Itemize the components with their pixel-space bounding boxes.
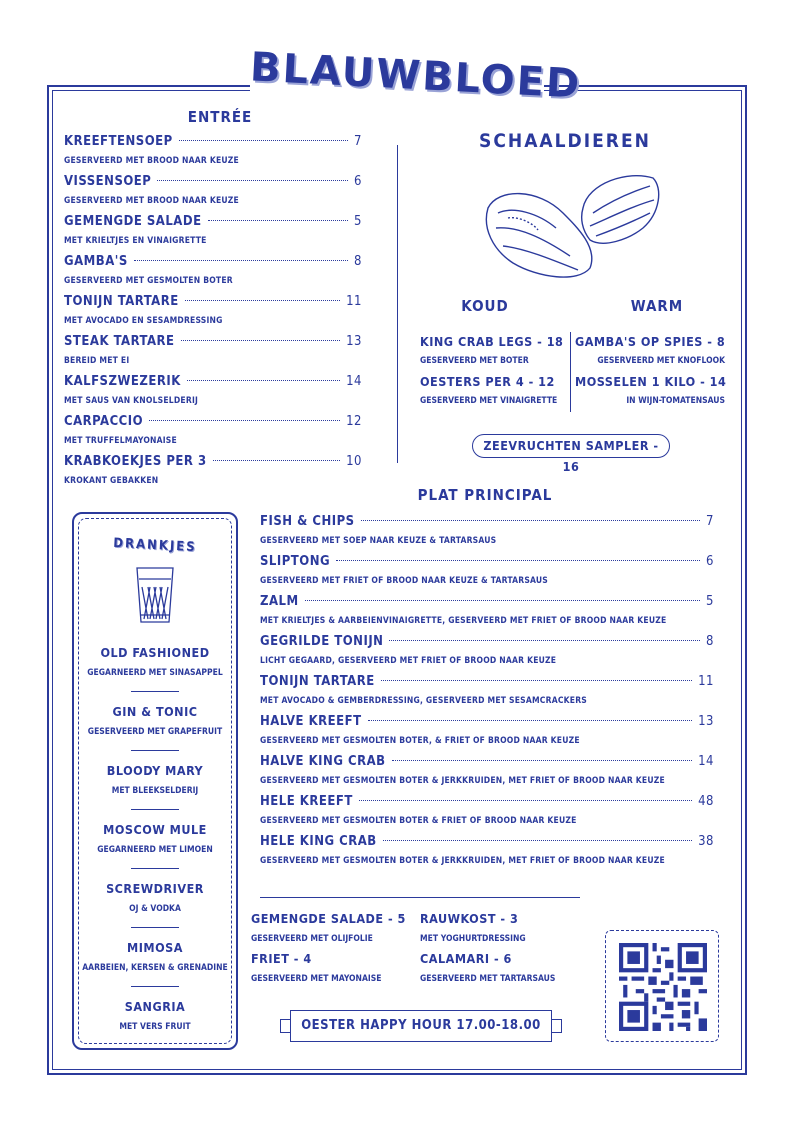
koud-item-desc: GESERVEERD MET BOTER <box>420 356 529 366</box>
side-item-name: CALAMARI - 6 <box>420 951 512 966</box>
plat-item-name: HELE KREEFT <box>260 794 353 809</box>
drink-separator <box>131 927 179 928</box>
side-item-name: FRIET - 4 <box>251 951 312 966</box>
dot-leader <box>361 520 700 521</box>
entree-item-name: STEAK TARTARE <box>64 334 175 349</box>
entree-item-price: 14 <box>346 374 362 389</box>
warm-item-desc: IN WIJN-TOMATENSAUS <box>626 396 725 406</box>
plat-item-desc: GESERVEERD MET GESMOLTEN BOTER, & FRIET OF BROOD NAAR KEUZE <box>260 736 580 746</box>
plat-item <box>260 754 714 769</box>
drink-name: OLD FASHIONED <box>100 645 210 660</box>
dot-leader <box>149 420 340 421</box>
entree-item-name: CARPACCIO <box>64 414 144 429</box>
drink-separator <box>131 868 179 869</box>
side-item-desc: GESERVEERD MET OLIJFOLIE <box>251 934 373 944</box>
plat-item-desc: MET KRIELTJES & AARBEIENVINAIGRETTE, GESERVEERD MET FRIET OF BROOD NAAR KEUZE <box>260 616 667 626</box>
dot-leader <box>368 720 692 721</box>
entree-item-price: 11 <box>346 294 362 309</box>
plat-item-desc: GESERVEERD MET SOEP NAAR KEUZE & TARTARSAUS <box>260 536 497 546</box>
plat-item-price: 5 <box>706 594 714 609</box>
entree-item-price: 5 <box>354 214 362 229</box>
side-item-name: RAUWKOST - 3 <box>420 911 519 926</box>
side-item-name: GEMENGDE SALADE - 5 <box>251 911 406 926</box>
dot-leader <box>381 680 692 681</box>
plat-item-name: TONIJN TARTARE <box>260 674 375 689</box>
banner-left-tab <box>280 1019 290 1033</box>
entree-item-name: KREEFTENSOEP <box>64 134 173 149</box>
dot-leader <box>157 180 348 181</box>
entree-item <box>64 454 362 469</box>
koud-heading: KOUD <box>461 297 509 315</box>
koud-warm-divider <box>570 332 571 412</box>
plat-item-name: FISH & CHIPS <box>260 514 355 529</box>
dot-leader <box>179 140 348 141</box>
entree-item-desc: KROKANT GEBAKKEN <box>64 476 159 486</box>
plat-item <box>260 594 714 609</box>
plat-item-name: GEGRILDE TONIJN <box>260 634 384 649</box>
koud-item-name: OESTERS PER 4 - 12 <box>420 374 555 389</box>
dot-leader <box>187 380 340 381</box>
plat-item-name: SLIPTONG <box>260 554 331 569</box>
entree-item <box>64 174 362 189</box>
drink-desc: OJ & VODKA <box>129 904 181 914</box>
plat-item-desc: LICHT GEGAARD, GESERVEERD MET FRIET OF BROOD NAAR KEUZE <box>260 656 557 666</box>
sides-divider <box>260 897 580 898</box>
entree-item-desc: BEREID MET EI <box>64 356 130 366</box>
entree-item-name: GAMBA'S <box>64 254 128 269</box>
entree-item-price: 6 <box>354 174 362 189</box>
entree-item-price: 8 <box>354 254 362 269</box>
plat-item-desc: GESERVEERD MET GESMOLTEN BOTER & JERKKRUIDEN, MET FRIET OF BROOD NAAR KEUZE <box>260 776 665 786</box>
restaurant-title: BLAUWBLOED <box>248 44 583 108</box>
entree-item-price: 7 <box>354 134 362 149</box>
banner-right-tab <box>552 1019 562 1033</box>
drink-name: GIN & TONIC <box>112 704 198 719</box>
plat-item <box>260 554 714 569</box>
drink-desc: GEGARNEERD MET LIMOEN <box>97 845 213 855</box>
drink-separator <box>131 691 179 692</box>
plat-item <box>260 674 714 689</box>
plat-item-price: 11 <box>698 674 714 689</box>
qr-code[interactable] <box>619 943 707 1031</box>
plat-item-price: 48 <box>698 794 714 809</box>
dot-leader <box>392 760 693 761</box>
entree-item-desc: MET TRUFFELMAYONAISE <box>64 436 177 446</box>
oyster-illustration <box>478 168 668 288</box>
entree-divider <box>397 145 398 463</box>
drink-name: SANGRIA <box>124 999 186 1014</box>
plat-item-price: 14 <box>698 754 714 769</box>
plat-item-name: HELE KING CRAB <box>260 834 377 849</box>
plat-item-desc: GESERVEERD MET GESMOLTEN BOTER & FRIET OF BROOD NAAR KEUZE <box>260 816 577 826</box>
entree-item-desc: MET AVOCADO EN SESAMDRESSING <box>64 316 223 326</box>
warm-heading: WARM <box>630 297 684 315</box>
entree-item-price: 10 <box>346 454 362 469</box>
drink-desc: AARBEIEN, KERSEN & GRENADINE <box>82 963 228 973</box>
warm-item-desc: GESERVEERD MET KNOFLOOK <box>597 356 725 366</box>
warm-item-name: GAMBA'S OP SPIES - 8 <box>575 334 726 349</box>
drink-separator <box>131 986 179 987</box>
entree-item <box>64 294 362 309</box>
plat-item-name: HALVE KREEFT <box>260 714 362 729</box>
dot-leader <box>359 800 692 801</box>
entree-heading: ENTRÉE <box>187 108 253 126</box>
cocktail-glass-icon <box>134 565 176 627</box>
entree-item-price: 13 <box>346 334 362 349</box>
drink-desc: GEGARNEERD MET SINASAPPEL <box>87 668 223 678</box>
entree-item-desc: MET KRIELTJES EN VINAIGRETTE <box>64 236 207 246</box>
side-item-desc: MET YOGHURTDRESSING <box>420 934 526 944</box>
plat-item <box>260 634 714 649</box>
plat-heading: PLAT PRINCIPAL <box>417 486 553 504</box>
entree-item <box>64 414 362 429</box>
plat-item-price: 8 <box>706 634 714 649</box>
dot-leader <box>208 220 348 221</box>
warm-item-name: MOSSELEN 1 KILO - 14 <box>575 374 727 389</box>
entree-item-desc: GESERVEERD MET GESMOLTEN BOTER <box>64 276 233 286</box>
drink-name: BLOODY MARY <box>106 763 204 778</box>
entree-item-desc: GESERVEERD MET BROOD NAAR KEUZE <box>64 156 239 166</box>
koud-item-name: KING CRAB LEGS - 18 <box>420 334 564 349</box>
koud-item-desc: GESERVEERD MET VINAIGRETTE <box>420 396 558 406</box>
dot-leader <box>336 560 700 561</box>
entree-item-name: KALFSZWEZERIK <box>64 374 181 389</box>
drink-name: SCREWDRIVER <box>106 881 204 896</box>
entree-item <box>64 374 362 389</box>
dot-leader <box>213 460 340 461</box>
plat-item-name: HALVE KING CRAB <box>260 754 386 769</box>
drink-desc: MET VERS FRUIT <box>119 1022 191 1032</box>
plat-item-desc: GESERVEERD MET FRIET OF BROOD NAAR KEUZE & TARTARSAUS <box>260 576 549 586</box>
drink-separator <box>131 750 179 751</box>
plat-item-price: 38 <box>698 834 714 849</box>
drink-desc: MET BLEEKSELDERIJ <box>111 786 199 796</box>
plat-item <box>260 714 714 729</box>
dot-leader <box>305 600 700 601</box>
entree-item-desc: MET SAUS VAN KNOLSELDERIJ <box>64 396 199 406</box>
dot-leader <box>181 340 341 341</box>
entree-item <box>64 214 362 229</box>
entree-item-price: 12 <box>346 414 362 429</box>
plat-item-desc: MET AVOCADO & GEMBERDRESSING, GESERVEERD MET SESAMCRACKERS <box>260 696 587 706</box>
entree-item <box>64 334 362 349</box>
drink-name: MIMOSA <box>127 940 183 955</box>
happy-hour-banner: OESTER HAPPY HOUR 17.00-18.00 <box>290 1010 552 1042</box>
plat-item <box>260 794 714 809</box>
plat-item <box>260 834 714 849</box>
plat-item-name: ZALM <box>260 594 299 609</box>
side-item-desc: GESERVEERD MET MAYONAISE <box>251 974 382 984</box>
entree-item <box>64 134 362 149</box>
sampler-badge: ZEEVRUCHTEN SAMPLER - 16 <box>472 434 670 458</box>
dot-leader <box>134 260 348 261</box>
entree-item-desc: GESERVEERD MET BROOD NAAR KEUZE <box>64 196 239 206</box>
plat-item <box>260 514 714 529</box>
entree-item-name: VISSENSOEP <box>64 174 152 189</box>
drankjes-heading: DRANKJES <box>112 535 198 556</box>
plat-item-desc: GESERVEERD MET GESMOLTEN BOTER & JERKKRUIDEN, MET FRIET OF BROOD NAAR KEUZE <box>260 856 665 866</box>
plat-item-price: 6 <box>706 554 714 569</box>
entree-item-name: TONIJN TARTARE <box>64 294 179 309</box>
dot-leader <box>389 640 700 641</box>
entree-item <box>64 254 362 269</box>
drink-desc: GESERVEERD MET GRAPEFRUIT <box>87 727 223 737</box>
side-item-desc: GESERVEERD MET TARTARSAUS <box>420 974 556 984</box>
entree-item-name: KRABKOEKJES PER 3 <box>64 454 207 469</box>
dot-leader <box>185 300 340 301</box>
plat-item-price: 7 <box>706 514 714 529</box>
plat-item-price: 13 <box>698 714 714 729</box>
entree-item-name: GEMENGDE SALADE <box>64 214 202 229</box>
drink-separator <box>131 809 179 810</box>
dot-leader <box>383 840 692 841</box>
drink-name: MOSCOW MULE <box>103 822 207 837</box>
schaaldieren-heading: SCHAALDIEREN <box>479 130 651 152</box>
